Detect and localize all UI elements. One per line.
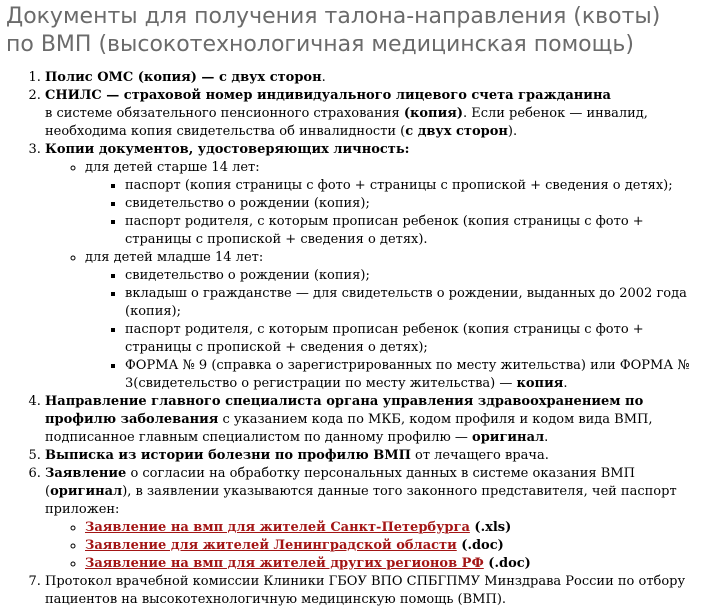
forma-after: . [563, 376, 568, 391]
page-title-line1: Документы для получения талона-направления (квоты) [6, 4, 661, 29]
link-item-lenobl [85, 537, 708, 555]
identity-sublist [45, 159, 708, 393]
identity-heading: Копии документов, удостоверяющих личность: [45, 142, 410, 157]
list-item-forma [125, 357, 708, 393]
vypiska-bold: Выписка из истории болезни по профилю ВМП [45, 448, 411, 463]
link-item-spb [85, 519, 708, 537]
snils-bold: СНИЛС — страховой номер индивидуального лицевого счета гражданина [45, 88, 611, 103]
snils-text-1: в системе обязательного пенсионного страхования [45, 106, 404, 121]
link-ext-doc: (.doc) [456, 538, 504, 553]
zayavlenie-bold: Заявление [45, 466, 127, 481]
forma-bold: копия [516, 376, 564, 391]
over14-label: для детей старше 14 лет: [85, 160, 260, 175]
vypiska-text: от лечащего врача. [410, 448, 549, 463]
list-item-identity [45, 141, 708, 393]
napravlenie-text-1: с указанием кода по МКБ, кодом профиля и кодом вида ВМП, подписанное главным специалистом по данному профилю — [45, 412, 653, 445]
list-item-napravlenie [45, 393, 708, 447]
list-item-snils [45, 87, 708, 141]
polis-after: . [321, 70, 326, 85]
zayavlenie-text-1: о согласии на обработку персональных данных в системе оказания ВМП ( [45, 466, 635, 499]
documents-ordered-list [0, 69, 708, 609]
list-item: ▪ свидетельство о рождении (копия); [125, 267, 708, 285]
page-title-line2: по ВМП (высокотехнологичная медицинская помощь) [6, 32, 634, 57]
list-item-protokol [45, 573, 708, 609]
napravlenie-text-2: . [544, 430, 549, 445]
under14-list [85, 267, 708, 393]
over14-group [85, 159, 708, 249]
document-list [0, 69, 708, 609]
snils-text-2: . Если ребенок — инвалид, необходима копия свидетельства об инвалидности ( [45, 106, 648, 139]
polis-text: Полис ОМС (копия) — с двух сторон [45, 70, 322, 85]
link-item-regions [85, 555, 708, 573]
zayavlenie-text-2: ), в заявлении указываются данные того законного представителя, чей паспорт приложен: [45, 484, 677, 517]
list-item: ▪ вкладыш о гражданстве — для свидетельств о рождении, выданных до 2002 года (копия); [125, 285, 708, 321]
zayavlenie-links [45, 519, 708, 573]
page-title [6, 3, 708, 59]
list-item: ▪ паспорт родителя, с которым прописан ребенок (копия страницы с фото + страницы с пропиской + сведения о детях). [125, 213, 708, 249]
list-item: ▪ паспорт родителя, с которым прописан ребенок (копия страницы с фото + страницы с пропиской + сведения о детях); [125, 321, 708, 357]
under14-label: для детей младше 14 лет: [85, 250, 264, 265]
link-zayavlenie-regions[interactable]: Заявление на вмп для жителей других регионов РФ [85, 556, 484, 571]
napravlenie-bold-2: оригинал [472, 430, 545, 445]
list-item: ▪ паспорт (копия страницы с фото + страницы с пропиской + сведения о детях); [125, 177, 708, 195]
link-zayavlenie-lenobl[interactable]: Заявление для жителей Ленинградской области [85, 538, 457, 553]
zayavlenie-bold-2: оригинал [50, 484, 123, 499]
link-zayavlenie-spb[interactable]: Заявление на вмп для жителей Санкт-Петербурга [85, 520, 470, 535]
link-ext-xls: (.xls) [469, 520, 512, 535]
list-item-vypiska [45, 447, 708, 465]
list-item-polis [45, 69, 708, 87]
forma-text: ФОРМА № 9 (справка о зарегистрированных по месту жительства) или ФОРМА № 3(свидетельство о регистрации по месту жительства) — [125, 358, 690, 391]
list-item: ▪ свидетельство о рождении (копия); [125, 195, 708, 213]
napravlenie-bold: Направление главного специалиста органа управления здравоохранением по профилю заболевания [45, 394, 644, 427]
link-ext-doc: (.doc) [483, 556, 531, 571]
list-item-zayavlenie [45, 465, 708, 573]
under14-group [85, 249, 708, 393]
snils-bold-3: с двух сторон [405, 124, 508, 139]
snils-bold-2: (копия) [403, 106, 463, 121]
snils-text-3: ). [507, 124, 518, 139]
protokol-text: Протокол врачебной комиссии Клиники ГБОУ ВПО СПБГПМУ Минздрава России по отбору пациентов на высокотехнологичную медицинскую помощь (ВМП). [45, 574, 686, 607]
over14-list [85, 177, 708, 249]
